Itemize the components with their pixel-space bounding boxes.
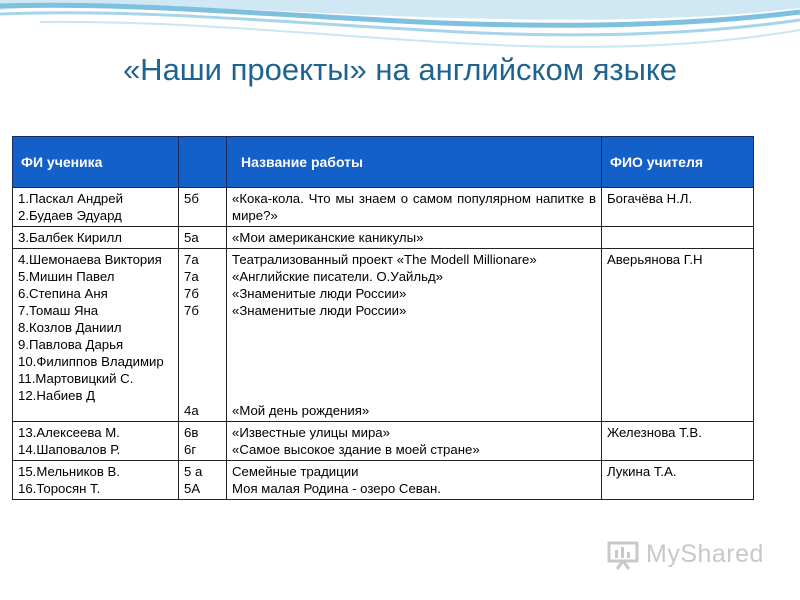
- student-name: 14.Шаповалов Р.: [18, 442, 121, 457]
- grade-value: 7а: [184, 269, 199, 284]
- student-name: 1.Паскал Андрей: [18, 191, 123, 206]
- table-row: [13, 227, 754, 249]
- student-cell: [13, 461, 179, 500]
- student-name: 9.Павлова Дарья: [18, 337, 124, 352]
- work-title: «Знаменитые люди России»: [232, 286, 407, 301]
- work-title: Моя малая Родина - озеро Севан.: [232, 481, 441, 496]
- work-title: «Знаменитые люди России»: [232, 303, 407, 318]
- watermark-text: MyShared: [646, 540, 764, 568]
- table-row: [13, 249, 754, 422]
- student-name: 7.Томаш Яна: [18, 303, 99, 318]
- work-title: «Английские писатели. О.Уайльд»: [232, 269, 444, 284]
- grade-cell: [179, 461, 227, 500]
- grade-value: 5А: [184, 481, 201, 496]
- teacher-cell: [602, 422, 754, 461]
- work-title-cell: [227, 249, 602, 422]
- column-header-work-title: Название работы: [227, 137, 602, 188]
- teacher-cell: [602, 188, 754, 227]
- column-header-teacher: ФИО учителя: [602, 137, 754, 188]
- grade-value: 7б: [184, 303, 199, 318]
- table-row: [13, 461, 754, 500]
- student-name: 11.Мартовицкий С.: [18, 371, 134, 386]
- work-title: «Мой день рождения»: [232, 403, 370, 418]
- student-name: 4.Шемонаева Виктория: [18, 252, 162, 267]
- table-row: [13, 422, 754, 461]
- presentation-board-icon: [606, 540, 640, 570]
- teacher-cell: [602, 249, 754, 422]
- slide-title: «Наши проекты» на английском языке: [122, 52, 678, 87]
- student-cell: [13, 188, 179, 227]
- table-row: [13, 188, 754, 227]
- projects-table: [12, 136, 754, 500]
- teacher-name: Лукина Т.А.: [607, 464, 677, 479]
- grade-value: 6в: [184, 425, 199, 440]
- myshared-watermark: [606, 538, 766, 572]
- student-name: 15.Мельников В.: [18, 464, 120, 479]
- work-title: «Самое высокое здание в моей стране»: [232, 442, 480, 457]
- work-title-cell: [227, 227, 602, 249]
- student-cell: [13, 227, 179, 249]
- teacher-name: Богачёва Н.Л.: [607, 191, 693, 206]
- grade-cell: [179, 227, 227, 249]
- teacher-name: Железнова Т.В.: [607, 425, 702, 440]
- student-name: 6.Степина Аня: [18, 286, 108, 301]
- grade-value: 5а: [184, 230, 199, 245]
- student-name: 5.Мишин Павел: [18, 269, 115, 284]
- work-title: «Мои американские каникулы»: [232, 230, 424, 245]
- student-name: 3.Балбек Кирилл: [18, 230, 122, 245]
- grade-value: 7б: [184, 286, 199, 301]
- grade-value: 6г: [184, 442, 197, 457]
- grade-cell: [179, 422, 227, 461]
- grade-value: 5б: [184, 191, 199, 206]
- student-cell: [13, 422, 179, 461]
- work-title-cell: [227, 188, 602, 227]
- student-name: 2.Будаев Эдуард: [18, 208, 122, 223]
- student-name: 13.Алексеева М.: [18, 425, 120, 440]
- grade-cell: [179, 249, 227, 422]
- column-header-student: ФИ ученика: [13, 137, 179, 188]
- work-spacer: [232, 319, 596, 404]
- grade-value: 7а: [184, 252, 199, 267]
- work-title-cell: [227, 461, 602, 500]
- teacher-cell: [602, 227, 754, 249]
- work-title: Театрализованный проект «The Modell Millionare»: [232, 252, 537, 267]
- work-title: «Известные улицы мира»: [232, 425, 390, 440]
- grade-value: 5 а: [184, 464, 203, 479]
- work-title: Семейные традиции: [232, 464, 359, 479]
- student-cell: [13, 249, 179, 422]
- student-name: 16.Торосян Т.: [18, 481, 101, 496]
- student-name: 8.Козлов Даниил: [18, 320, 122, 335]
- student-name: 12.Набиев Д: [18, 388, 96, 403]
- student-name: 10.Филиппов Владимир: [18, 354, 164, 369]
- work-title-cell: [227, 422, 602, 461]
- teacher-name: Аверьянова Г.Н: [607, 252, 703, 267]
- teacher-cell: [602, 461, 754, 500]
- grade-cell: [179, 188, 227, 227]
- work-title: «Кока-кола. Что мы знаем о самом популярном напитке в мире?»: [232, 191, 596, 223]
- grade-spacer: [184, 319, 221, 404]
- table-header-row: [13, 137, 754, 188]
- grade-value: 4а: [184, 403, 199, 418]
- column-header-grade: [179, 137, 227, 188]
